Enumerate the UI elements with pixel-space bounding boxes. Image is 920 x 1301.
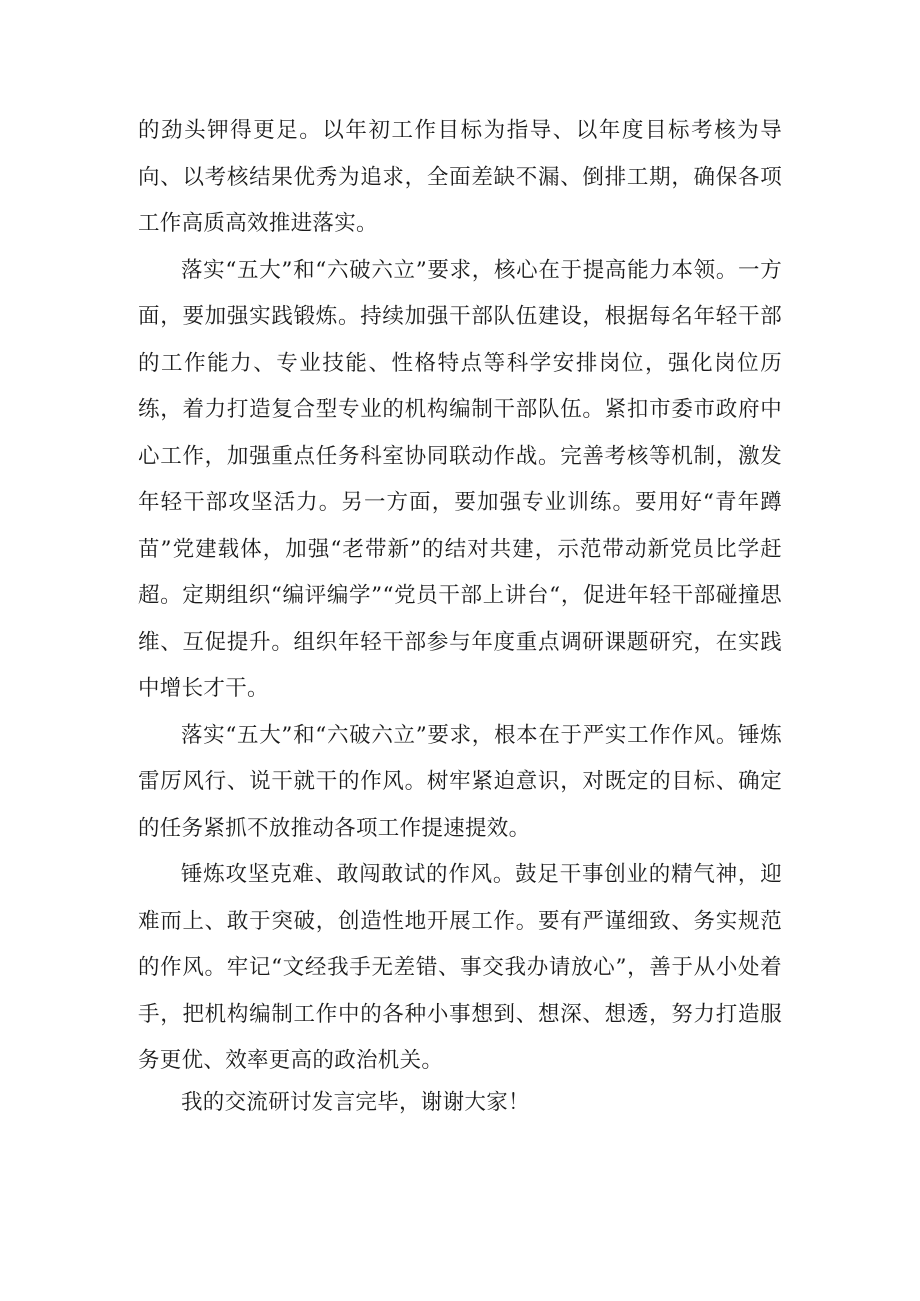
paragraph-ability: 落实“五大”和“六破六立”要求，核心在于提高能力本领。一方面，要加强实践锻炼。持续加强干部队伍建设，根据每名年轻干部的工作能力、专业技能、性格特点等科学安排岗位，强化岗位历练，着力打造复合型专业的机构编制干部队伍。紧扣市委市政府中心工作，加强重点任务科室协同联动作战。完善考核等机制，激发年轻干部攻坚活力。另一方面，要加强专业训练。要用好“青年蹲苗”党建载体，加强“老带新”的结对共建，示范带动新党员比学赶超。定期组织“编评编学”“党员干部上讲台“，促进年轻干部碰撞思维、互促提升。组织年轻干部参与年度重点调研课题研究，在实践中增长才干。 xyxy=(138,257,782,701)
paragraph-work-style: 落实“五大”和“六破六立”要求，根本在于严实工作作风。锤炼雷厉风行、说干就干的作风。树牢紧迫意识，对既定的目标、确定的任务紧抓不放推动各项工作提速提效。 xyxy=(138,722,782,841)
paragraph-continuation: 的劲头钾得更足。以年初工作目标为指导、以年度目标考核为导向、以考核结果优秀为追求，全面差缺不漏、倒排工期，确保各项工作高质高效推进落实。 xyxy=(138,118,782,236)
paragraph-tackle-difficulties: 锤炼攻坚克难、敢闯敢试的作风。鼓足干事创业的精气神，迎难而上、敢于突破，创造性地开展工作。要有严谨细致、务实规范的作风。牢记“文经我手无差错、事交我办请放心”，善于从小处着手，把机构编制工作中的各种小事想到、想深、想透，努力打造服务更优、效率更高的政治机关。 xyxy=(138,862,782,1073)
paragraph-closing: 我的交流研讨发言完毕，谢谢大家！ xyxy=(181,1089,530,1115)
document-body xyxy=(138,108,782,1121)
